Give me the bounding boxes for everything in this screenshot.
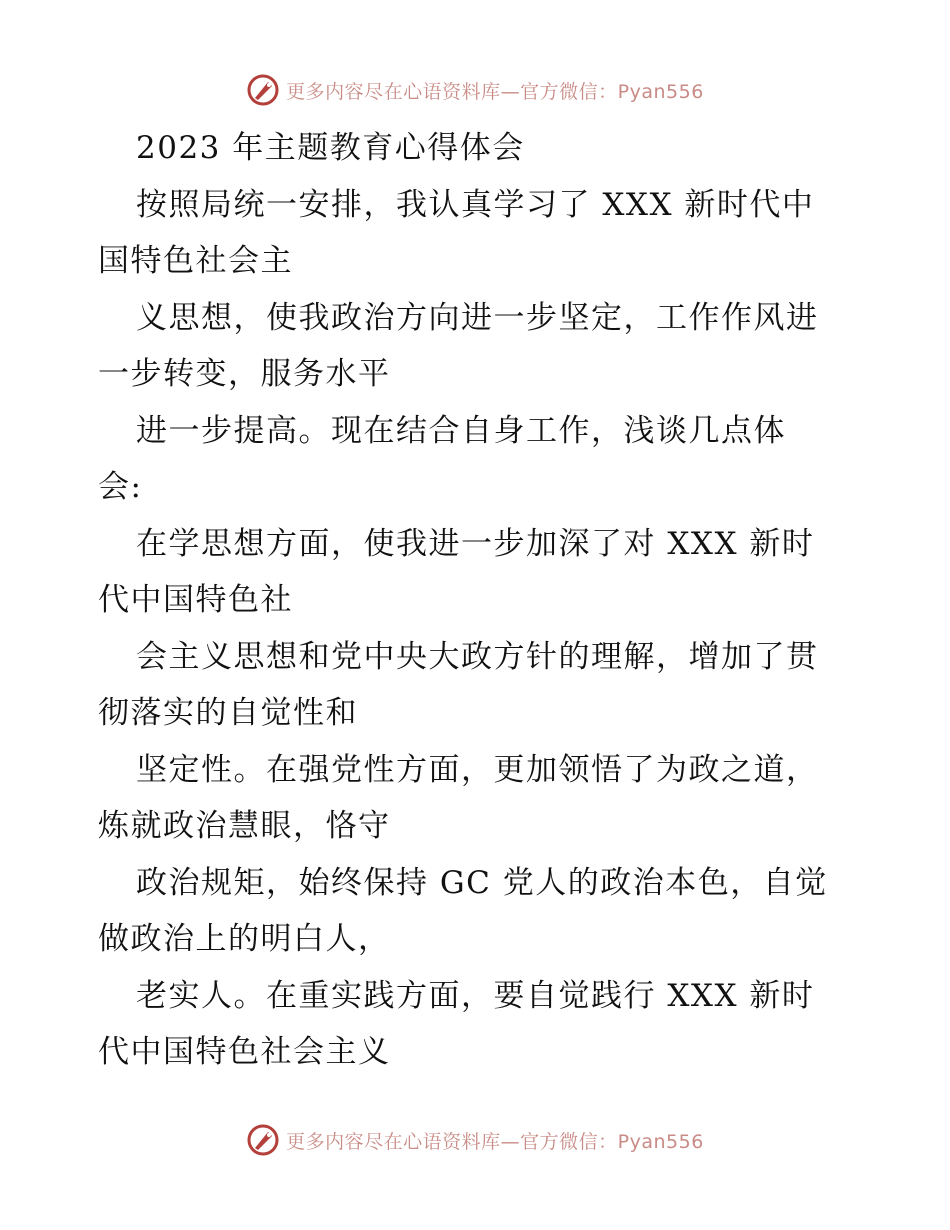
paragraph-line: 进一步提高。现在结合自身工作，浅谈几点体 [136, 412, 786, 449]
paragraph-line: 做政治上的明白人， [98, 921, 391, 957]
header-watermark [0, 70, 950, 110]
footer-watermark [0, 1120, 950, 1160]
document-body [98, 120, 868, 1081]
pen-nib-circle-icon [246, 1123, 280, 1157]
paragraph-line: 会: [98, 469, 143, 505]
pen-nib-circle-icon [246, 73, 280, 107]
paragraph-line: 代中国特色社会主义 [98, 1034, 391, 1070]
header-watermark-text: 更多内容尽在心语资料库—官方微信：Pyan556 [286, 80, 704, 103]
paragraph-line: 炼就政治慧眼，恪守 [98, 808, 391, 844]
paragraph-line: 彻落实的自觉性和 [98, 695, 358, 731]
paragraph-line: 会主义思想和党中央大政方针的理解，增加了贯 [136, 638, 819, 675]
paragraph-line: 一步转变，服务水平 [98, 356, 391, 392]
paragraph-line: 国特色社会主 [98, 243, 293, 279]
paragraph-line: 老实人。在重实践方面，要自觉践行 XXX 新时 [136, 977, 815, 1014]
footer-watermark-text: 更多内容尽在心语资料库—官方微信：Pyan556 [286, 1130, 704, 1153]
paragraph-line: 政治规矩，始终保持 GC 党人的政治本色，自觉 [136, 864, 828, 901]
paragraph-line: 义思想，使我政治方向进一步坚定，工作作风进 [136, 299, 819, 336]
paragraph-line: 坚定性。在强党性方面，更加领悟了为政之道， [136, 751, 819, 788]
paragraph-line: 按照局统一安排，我认真学习了 XXX 新时代中 [136, 186, 815, 223]
document-title: 2023 年主题教育心得体会 [136, 130, 525, 166]
paragraph-line: 代中国特色社 [98, 582, 293, 618]
paragraph-line: 在学思想方面，使我进一步加深了对 XXX 新时 [136, 525, 815, 562]
